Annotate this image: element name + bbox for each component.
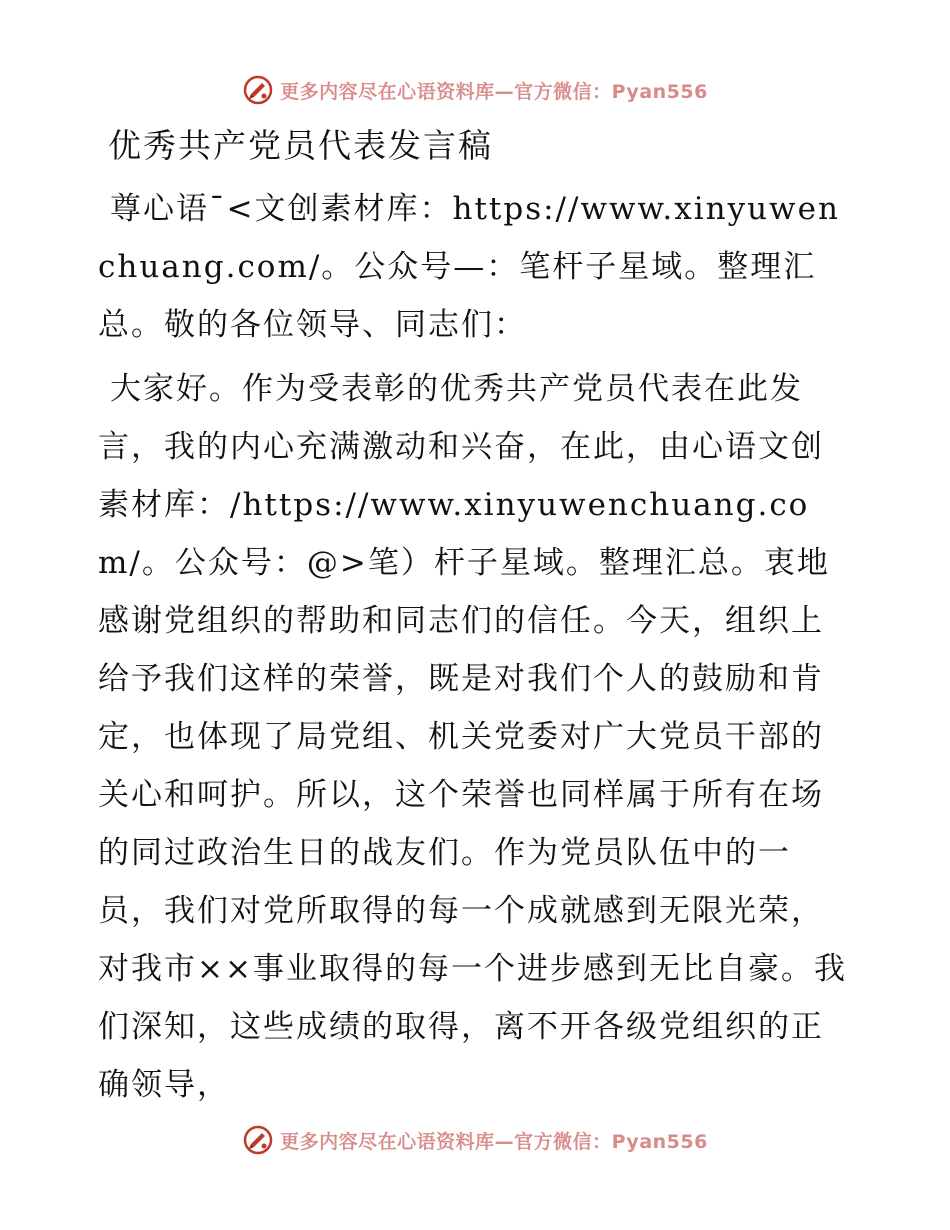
header-banner-text: 更多内容尽在心语资料库—官方微信：Pyan556 [280,80,708,103]
document-title: 优秀共产党员代表发言稿 [108,126,493,165]
paragraph: 尊心语¯<文创素材库：https://www.xinyuwenchuang.com/。公众号—：笔杆子星域。整理汇总。敬的各位领导、同志们： [98,191,840,343]
header-banner [0,70,950,110]
brand-logo-icon [242,1124,274,1156]
brand-logo-icon [242,74,274,106]
document-body [98,120,853,1120]
paragraph: 大家好。作为受表彰的优秀共产党员代表在此发言，我的内心充满激动和兴奋，在此，由心语文创素材库：/https://www.xinyuwenchuang.com/。公众号：@>笔）杆子星域。整理汇总。衷地感谢党组织的帮助和同志们的信任。今天，组织上给予我们这样的荣誉，既是对我们个人的鼓励和肯定，也体现了局党组、机关党委对广大党员干部的关心和呵护。所以，这个荣誉也同样属于所有在场的同过政治生日的战友们。作为党员队伍中的一员，我们对党所取得的每一个成就感到无限光荣，对我市××事业取得的每一个进步感到无比自豪。我们深知，这些成绩的取得，离不开各级党组织的正确领导， [98,371,847,1103]
footer-banner-text: 更多内容尽在心语资料库—官方微信：Pyan556 [280,1130,708,1153]
footer-banner [0,1120,950,1160]
